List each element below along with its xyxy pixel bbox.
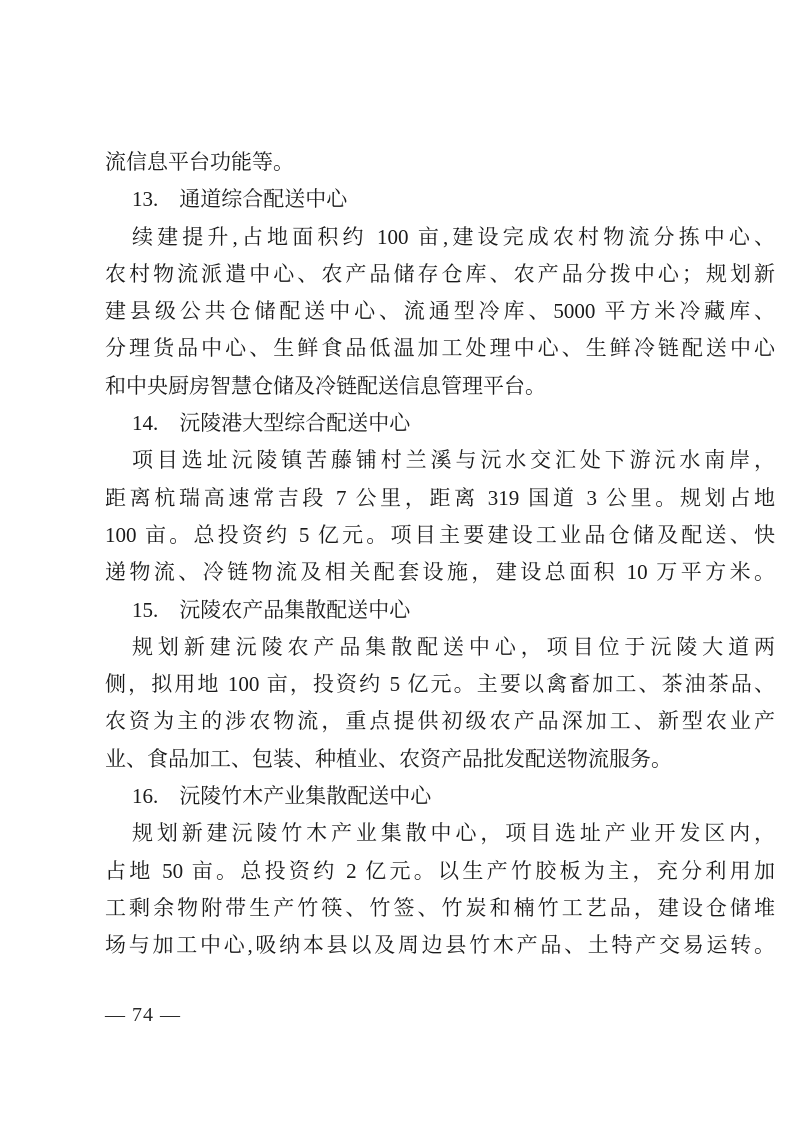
text-line: 项目选址沅陵镇苦藤铺村兰溪与沅水交汇处下游沅水南岸， <box>132 448 775 473</box>
text-line: 续建提升,占地面积约 100 亩,建设完成农村物流分拣中心、 <box>132 224 775 249</box>
text-line-paragraph-end: 场与加工中心,吸纳本县以及周边县竹木产品、土特产交易运转。 <box>105 933 775 958</box>
text-line: 农村物流派遣中心、农产品储存仓库、农产品分拨中心；规划新 <box>105 261 775 286</box>
text-line: 距离杭瑞高速常吉段 7 公里，距离 319 国道 3 公里。规划占地 <box>105 485 775 510</box>
page-number: — 74 — <box>105 1004 181 1026</box>
text-line: 建县级公共仓储配送中心、流通型冷库、5000 平方米冷藏库、 <box>105 299 775 324</box>
section-heading-15: 15. 沅陵农产品集散配送中心 <box>132 597 411 622</box>
text-line-paragraph-end: 和中央厨房智慧仓储及冷链配送信息管理平台。 <box>105 373 546 398</box>
text-line: 农资为主的涉农物流，重点提供初级农产品深加工、新型农业产 <box>105 709 775 734</box>
text-line: 规划新建沅陵农产品集散配送中心，项目位于沅陵大道两 <box>132 634 775 659</box>
text-line-paragraph-end: 流信息平台功能等。 <box>105 150 294 174</box>
text-line: 工剩余物附带生产竹筷、竹签、竹炭和楠竹工艺品，建设仓储堆 <box>105 895 775 920</box>
text-line: 侧，拟用地 100 亩，投资约 5 亿元。主要以禽畜加工、茶油茶品、 <box>105 672 775 697</box>
text-line: 规划新建沅陵竹木产业集散中心，项目选址产业开发区内， <box>132 821 775 846</box>
text-line-paragraph-end: 业、食品加工、包装、种植业、农资产品批发配送物流服务。 <box>105 746 672 771</box>
text-line-paragraph-end: 递物流、冷链物流及相关配套设施，建设总面积 10 万平方米。 <box>105 560 775 585</box>
text-line: 占地 50 亩。总投资约 2 亿元。以生产竹胶板为主，充分利用加 <box>105 858 775 883</box>
text-line: 分理货品中心、生鲜食品低温加工处理中心、生鲜冷链配送中心 <box>105 336 775 361</box>
section-heading-13: 13. 通道综合配送中心 <box>132 187 348 212</box>
section-heading-14: 14. 沅陵港大型综合配送中心 <box>132 411 411 436</box>
document-body <box>105 144 775 965</box>
text-line: 100 亩。总投资约 5 亿元。项目主要建设工业品仓储及配送、快 <box>105 522 775 547</box>
section-heading-16: 16. 沅陵竹木产业集散配送中心 <box>132 784 432 809</box>
